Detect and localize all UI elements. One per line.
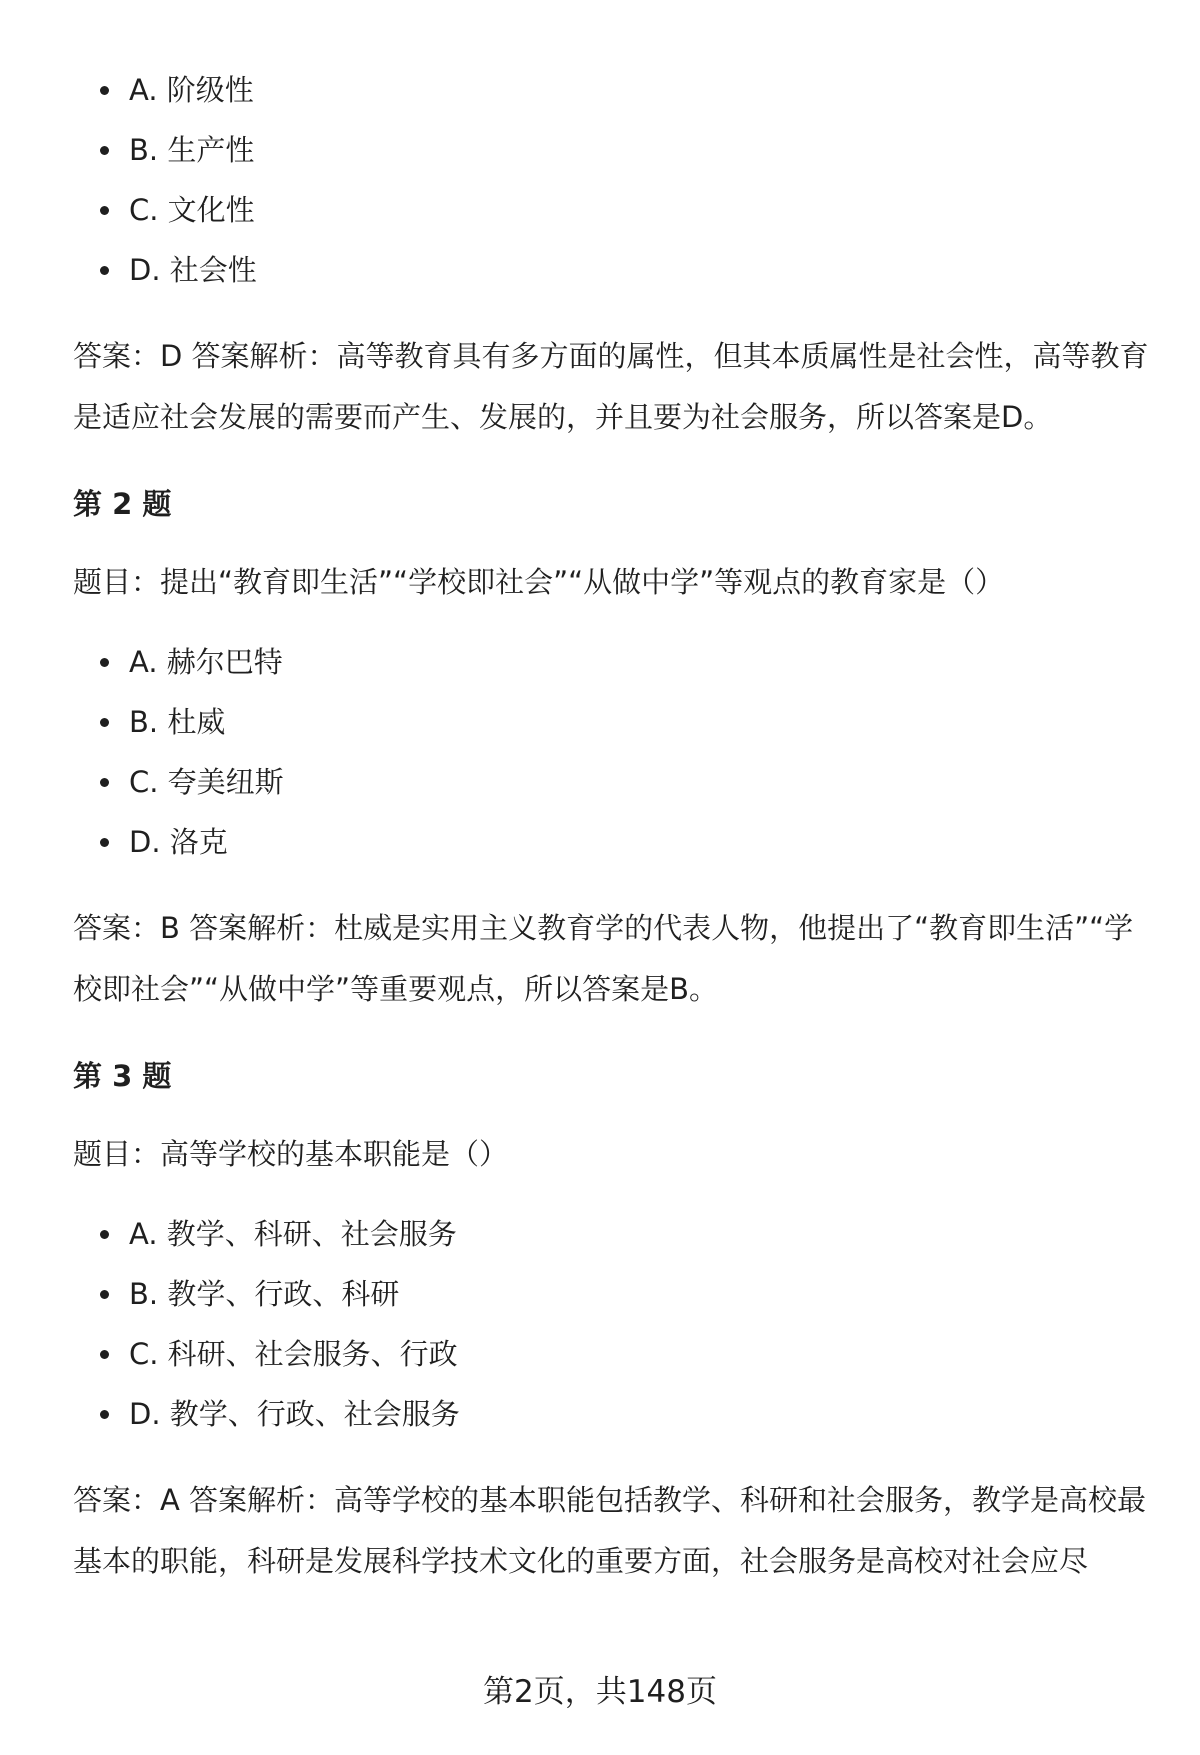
option-text: B. 生产性 xyxy=(129,133,255,167)
option-text: C. 文化性 xyxy=(129,193,255,227)
bullet xyxy=(100,658,109,667)
option-text: D. 教学、行政、社会服务 xyxy=(129,1397,460,1431)
bullet xyxy=(100,838,109,847)
bullet xyxy=(100,718,109,727)
bullet xyxy=(100,1350,109,1359)
q3-option-b xyxy=(73,1264,1153,1324)
option-text: B. 杜威 xyxy=(129,705,226,739)
bullet xyxy=(100,266,109,275)
page-number: 第2页，共148页 xyxy=(483,1674,717,1710)
q3-option-d xyxy=(73,1384,1153,1444)
q3-heading: 第 3 题 xyxy=(73,1059,172,1093)
option-text: A. 赫尔巴特 xyxy=(129,645,283,679)
q2-stem: 题目：提出“教育即生活”“学校即社会”“从做中学”等观点的教育家是（） xyxy=(73,565,1005,599)
q2-option-a xyxy=(73,632,1153,692)
q2-option-d xyxy=(73,812,1153,872)
q2-options xyxy=(73,632,1153,872)
q2-answer: 答案：B 答案解析：杜威是实用主义教育学的代表人物，他提出了“教育即生活”“学校即社会”“从做中学”等重要观点，所以答案是B。 xyxy=(73,911,1134,1006)
q2-option-b xyxy=(73,692,1153,752)
q1-option-d xyxy=(73,240,1153,300)
q3-options xyxy=(73,1204,1153,1444)
option-text: A. 教学、科研、社会服务 xyxy=(129,1217,457,1251)
option-text: D. 社会性 xyxy=(129,253,257,287)
q1-option-a xyxy=(73,60,1153,120)
bullet xyxy=(100,86,109,95)
q3-answer: 答案：A 答案解析：高等学校的基本职能包括教学、科研和社会服务，教学是高校最基本的职能，科研是发展科学技术文化的重要方面，社会服务是高校对社会应尽 xyxy=(73,1483,1147,1578)
q1-options xyxy=(73,60,1153,300)
q2-option-c xyxy=(73,752,1153,812)
option-text: C. 夸美纽斯 xyxy=(129,765,284,799)
q1-option-c xyxy=(73,180,1153,240)
bullet xyxy=(100,206,109,215)
option-text: B. 教学、行政、科研 xyxy=(129,1277,400,1311)
page-content xyxy=(73,60,1153,1592)
q2-heading: 第 2 题 xyxy=(73,487,172,521)
option-text: A. 阶级性 xyxy=(129,73,254,107)
bullet xyxy=(100,1410,109,1419)
q3-stem: 题目：高等学校的基本职能是（） xyxy=(73,1137,509,1171)
bullet xyxy=(100,778,109,787)
bullet xyxy=(100,1230,109,1239)
q1-answer: 答案：D 答案解析：高等教育具有多方面的属性，但其本质属性是社会性，高等教育是适应社会发展的需要而产生、发展的，并且要为社会服务，所以答案是D。 xyxy=(73,339,1149,434)
q3-option-a xyxy=(73,1204,1153,1264)
bullet xyxy=(100,146,109,155)
q1-option-b xyxy=(73,120,1153,180)
option-text: C. 科研、社会服务、行政 xyxy=(129,1337,458,1371)
bullet xyxy=(100,1290,109,1299)
q3-option-c xyxy=(73,1324,1153,1384)
option-text: D. 洛克 xyxy=(129,825,228,859)
